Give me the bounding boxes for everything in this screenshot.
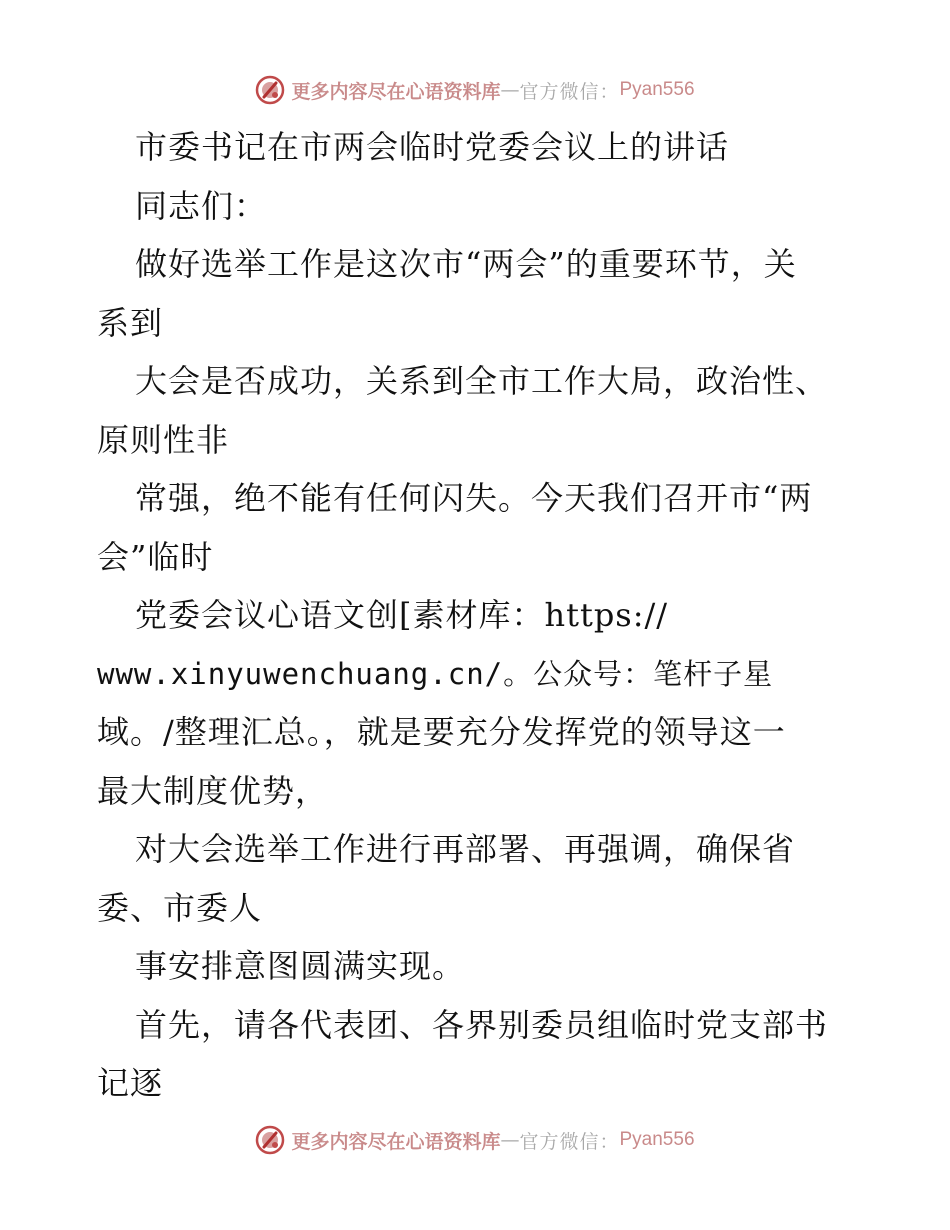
text-line: 最大制度优势， [97,771,329,810]
banner-separator: — [500,1129,520,1151]
text-line: 会”临时 [97,537,214,576]
text-line: www.xinyuwenchuang.cn/。公众号：笔杆子星 [97,656,774,691]
header-banner [0,70,950,110]
text-line: 委、市委人 [97,888,263,927]
text-line: 做好选举工作是这次市“两会”的重要环节，关 [135,245,797,283]
banner-separator: — [500,79,520,101]
document-body [97,118,867,1113]
banner-main-text: 更多内容尽在心语资料库 [291,80,501,103]
text-line: 对大会选举工作进行再部署、再强调，确保省 [135,830,796,868]
document-title: 市委书记在市两会临时党委会议上的讲话 [135,128,730,166]
text-line: 常强，绝不能有任何闪失。今天我们召开市“两 [135,479,813,517]
text-line: 原则性非 [97,420,230,459]
banner-main-text: 更多内容尽在心语资料库 [291,1130,501,1153]
text-line: 事安排意图圆满实现。 [135,947,466,985]
banner-contact-id: Pyan556 [619,79,695,100]
text-line: 域。/整理汇总。，就是要充分发挥党的领导这一 [97,713,786,751]
red-seal-logo-icon [255,75,285,105]
text-line: 大会是否成功，关系到全市工作大局，政治性、 [135,362,829,400]
banner-contact-id: Pyan556 [619,1129,695,1150]
text-line: 党委会议心语文创[素材库：https:// [135,596,669,634]
text-line: 系到 [97,303,164,342]
footer-banner [0,1120,950,1160]
banner-contact-label: 官方微信： [519,1130,620,1153]
salutation: 同志们： [135,186,268,225]
text-line: 记逐 [97,1064,164,1102]
red-seal-logo-icon [255,1125,285,1155]
text-line: 首先，请各代表团、各界别委员组临时党支部书 [135,1005,829,1044]
banner-contact-label: 官方微信： [519,80,620,103]
